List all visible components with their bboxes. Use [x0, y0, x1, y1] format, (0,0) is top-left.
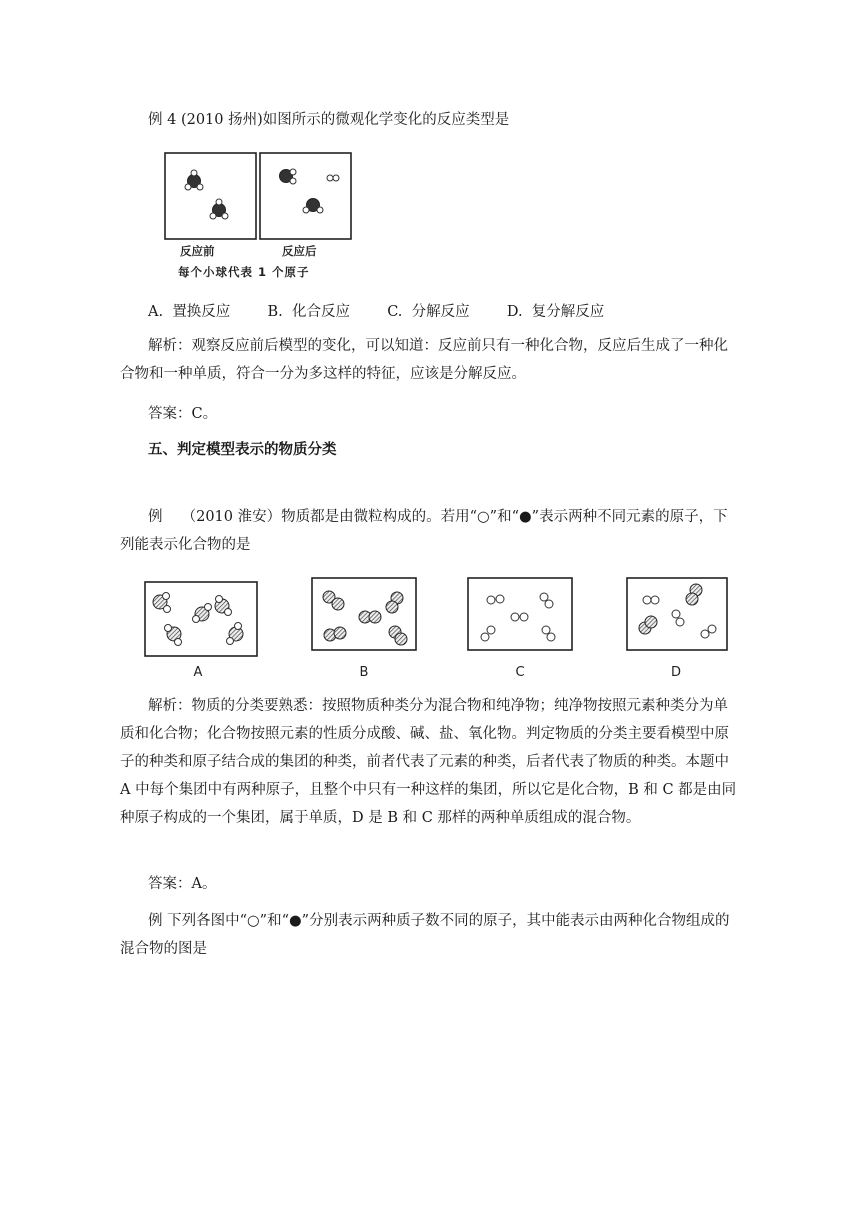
section-heading: 五、判定模型表示的物质分类 [148, 442, 337, 458]
label-before: 反应前 [180, 244, 215, 258]
example4-question: 例 4 (2010 扬州)如图所示的微观化学变化的反应类型是 [148, 112, 510, 128]
huaian-figure [140, 572, 740, 682]
option-d-letter: D. [506, 304, 523, 320]
option-b-text: 化合反应 [292, 304, 351, 320]
option-c-text: 分解反应 [411, 304, 470, 320]
huaian-question: 例 （2010 淮安）物质都是由微粒构成的。若用“○”和“●”表示两种不同元素的原子，下列能表示化合物的是 [120, 509, 728, 553]
box-b-label: B [359, 665, 369, 680]
option-c-letter: C. [387, 304, 403, 320]
last-example-question: 例 下列各图中“○”和“●”分别表示两种质子数不同的原子，其中能表示由两种化合物组成的混合物的图是 [120, 913, 730, 957]
example4-options [148, 302, 604, 322]
box-d-label: D [670, 665, 682, 680]
label-after: 反应后 [282, 244, 317, 258]
example4-analysis: 解析：观察反应前后模型的变化，可以知道：反应前只有一种化合物，反应后生成了一种化合物和一种单质，符合一分为多这样的特征，应该是分解反应。 [120, 338, 728, 382]
option-a-letter: A. [148, 304, 164, 320]
option-a-text: 置换反应 [172, 304, 231, 320]
example4-figure [164, 152, 358, 282]
box-a-label: A [193, 665, 203, 680]
before-box [165, 153, 256, 239]
box-c-label: C [515, 665, 525, 680]
example4-answer: 答案：C。 [148, 406, 218, 422]
huaian-analysis: 解析：物质的分类要熟悉：按照物质种类分为混合物和纯净物；纯净物按照元素种类分为单质和化合物；化合物按照元素的性质分成酸、碱、盐、氧化物。判定物质的分类主要看模型中原子的种类和原子结合成的集团的种类，前者代表了元素的种类，后者代表了物质的种类。本题中 A 中每个集团中有两种原子，且整个中只有一种这样的集团，所以它是化合物，B 和 C 都是由同种原子构成的一个集团，属于单质，D 是 B 和 C 那样的两种单质组成的混合物。 [120, 698, 737, 826]
figure-caption: 每个小球代表 1 个原子 [178, 265, 310, 279]
option-b-letter: B. [267, 304, 283, 320]
huaian-answer: 答案：A。 [148, 876, 217, 892]
after-box [260, 153, 351, 239]
option-d-text: 复分解反应 [531, 304, 605, 320]
